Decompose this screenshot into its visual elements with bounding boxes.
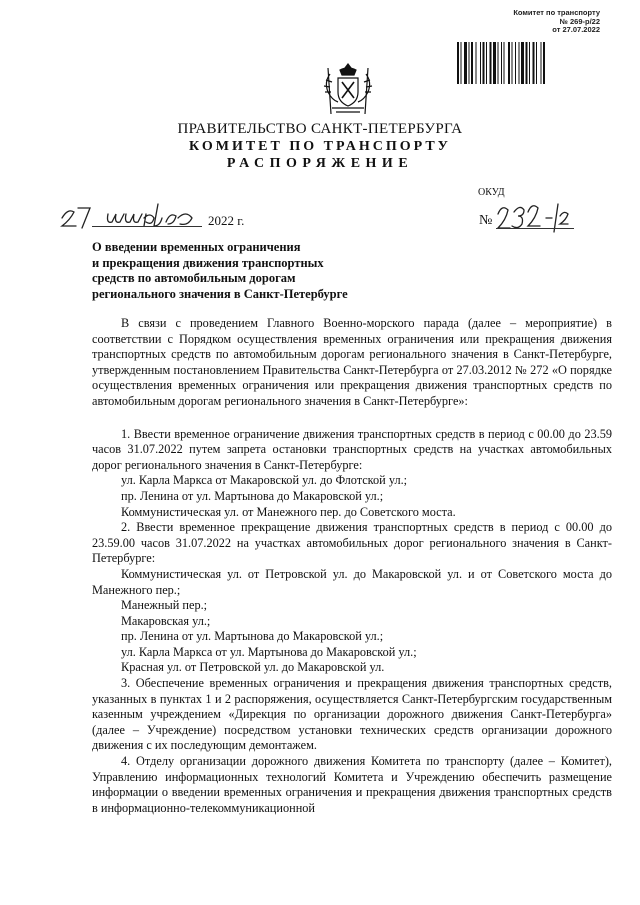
number-sign: № [479, 213, 493, 228]
item-2-paragraph: 2. Ввести временное прекращение движения транспортных средств в период с 00.00 до 23.59.00 часов 31.07.2022 на участках автомобильных дорог регионального значения в Санкт-Петербурге: [92, 520, 612, 566]
street-item: пр. Ленина от ул. Мартынова до Макаровской ул.; [121, 488, 384, 503]
item-1-paragraph: 1. Ввести временное ограничение движения транспортных средств в период с 00.00 до 23.59 часов 31.07.2022 путем запрета остановки транспортных средств на участках автомобильных дорог регионального значения в Санкт-Петербурге: [92, 426, 612, 472]
item-4-paragraph: 4. Отделу организации дорожного движения Комитета по транспорту (далее – Комитет), Управлению информационных технологий Комитета и Учреждению обеспечить размещение информации о введении временных ограничения и прекращения движения транспортных средств в информационно-телекоммуникационной [92, 754, 612, 815]
number-underline [496, 228, 574, 229]
subject-line: регионального значения в Санкт-Петербурге [92, 286, 348, 301]
coat-of-arms-icon [318, 60, 378, 120]
date-year: 2022 г. [208, 213, 245, 228]
committee-title: КОМИТЕТ ПО ТРАНСПОРТУ [189, 139, 451, 154]
barcode-icon [455, 42, 605, 84]
street-item: Коммунистическая ул. от Петровской ул. до Макаровской ул. и от Советского моста до Манежного пер.; [92, 566, 612, 597]
preamble-paragraph: В связи с проведением Главного Военно-морского парада (далее – мероприятие) в соответствии с Порядком осуществления временных ограничения или прекращения движения транспортных средств по автомобильным дорогам регионального значения в Санкт-Петербурге, утвержденным постановлением Правительства Санкт-Петербурга от 27.03.2012 № 272 «О порядке осуществления временных ограничения или прекращения движения транспортных средств по автомобильным дорогам регионального значения в Санкт-Петербурге»: [92, 316, 612, 408]
subject-line: и прекращения движения транспортных [92, 255, 324, 270]
government-title: ПРАВИТЕЛЬСТВО САНКТ-ПЕТЕРБУРГА [177, 121, 463, 137]
subject-line: О введении временных ограничения [92, 240, 301, 254]
date-underline [92, 226, 202, 227]
document-subject [92, 240, 392, 302]
item-3-paragraph: 3. Обеспечение временных ограничения и прекращения движения транспортных средств, указанных в пунктах 1 и 2 распоряжения, осуществляется Санкт-Петербургским государственным казенным учреждением «Дирекция по организации дорожного движения Санкт-Петербурга» (далее – Учреждение) посредством установки технических средств организации дорожного движения с их последующим демонтажем. [92, 676, 612, 753]
stamp-date: от 27.07.2022 [552, 25, 600, 34]
street-item: Красная ул. от Петровской ул. до Макаровской ул. [121, 660, 385, 675]
stamp-committee: Комитет по транспорту [513, 8, 600, 17]
registration-stamp [488, 9, 600, 35]
okud-label: ОКУД [478, 187, 505, 198]
street-item: ул. Карла Маркса от Макаровской ул. до Флотской ул.; [121, 473, 408, 488]
street-item: Манежный пер.; [121, 598, 208, 613]
street-item: ул. Карла Маркса от ул. Мартынова до Макаровской ул.; [121, 644, 417, 659]
street-item: Коммунистическая ул. от Манежного пер. до Советского моста. [121, 504, 456, 519]
street-item: Макаровская ул.; [121, 613, 211, 628]
stamp-number: № 269-р/22 [559, 16, 600, 26]
street-item: пр. Ленина от ул. Мартынова до Макаровской ул.; [121, 629, 384, 644]
subject-line: средств по автомобильным дорогам [92, 271, 296, 285]
document-body [92, 316, 612, 816]
document-type: РАСПОРЯЖЕНИЕ [226, 156, 414, 171]
